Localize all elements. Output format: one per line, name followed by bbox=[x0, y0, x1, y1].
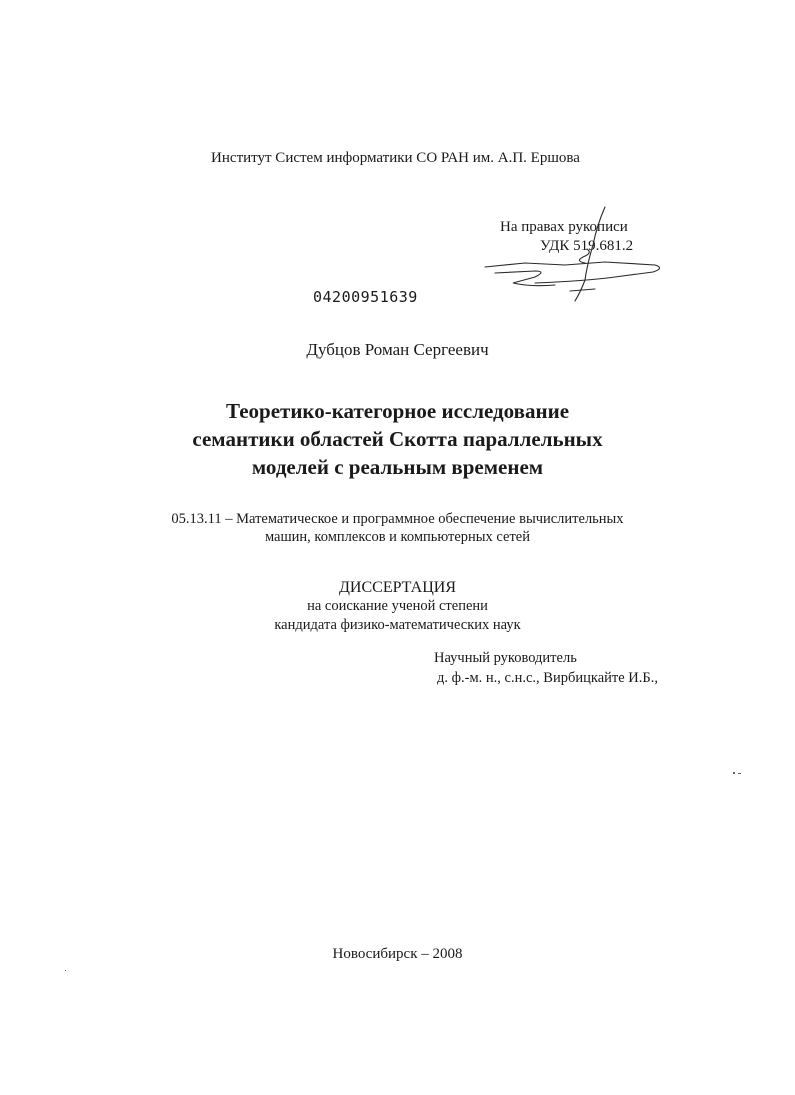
udk-code: УДК 519.681.2 bbox=[540, 238, 634, 254]
title-line: Теоретико-категорное исследование bbox=[225, 399, 570, 423]
city-year: Новосибирск – 2008 bbox=[332, 946, 463, 962]
supervisor-name: д. ф.-м. н., с.н.с., Вирбицкайте И.Б., bbox=[437, 670, 658, 686]
manuscript-rights-label: На правах рукописи bbox=[500, 219, 628, 235]
scan-speck bbox=[738, 773, 741, 774]
institute-name: Институт Систем информатики СО РАН им. А.П. Ершова bbox=[211, 150, 580, 166]
specialty-line: 05.13.11 – Математическое и программное обеспечение вычислительных bbox=[171, 511, 624, 527]
archive-number: 04200951639 bbox=[313, 288, 418, 306]
supervisor-block bbox=[434, 648, 658, 688]
title-line: моделей с реальным временем bbox=[251, 455, 544, 479]
document-kind: ДИССЕРТАЦИЯ bbox=[339, 579, 456, 596]
scan-speck bbox=[65, 970, 66, 971]
supervisor-label: Научный руководитель bbox=[434, 650, 577, 666]
dissertation-title bbox=[0, 397, 795, 481]
handwritten-signature-icon bbox=[475, 205, 675, 305]
specialty-line: машин, комплексов и компьютерных сетей bbox=[264, 529, 530, 545]
author-name: Дубцов Роман Сергеевич bbox=[306, 340, 489, 359]
scan-speck bbox=[733, 772, 735, 774]
degree-purpose: на соискание ученой степени bbox=[307, 598, 488, 614]
dissertation-info bbox=[0, 578, 795, 635]
degree-name: кандидата физико-математических наук bbox=[274, 617, 521, 633]
title-line: семантики областей Скотта параллельных bbox=[192, 427, 603, 451]
specialty-code bbox=[0, 510, 795, 546]
